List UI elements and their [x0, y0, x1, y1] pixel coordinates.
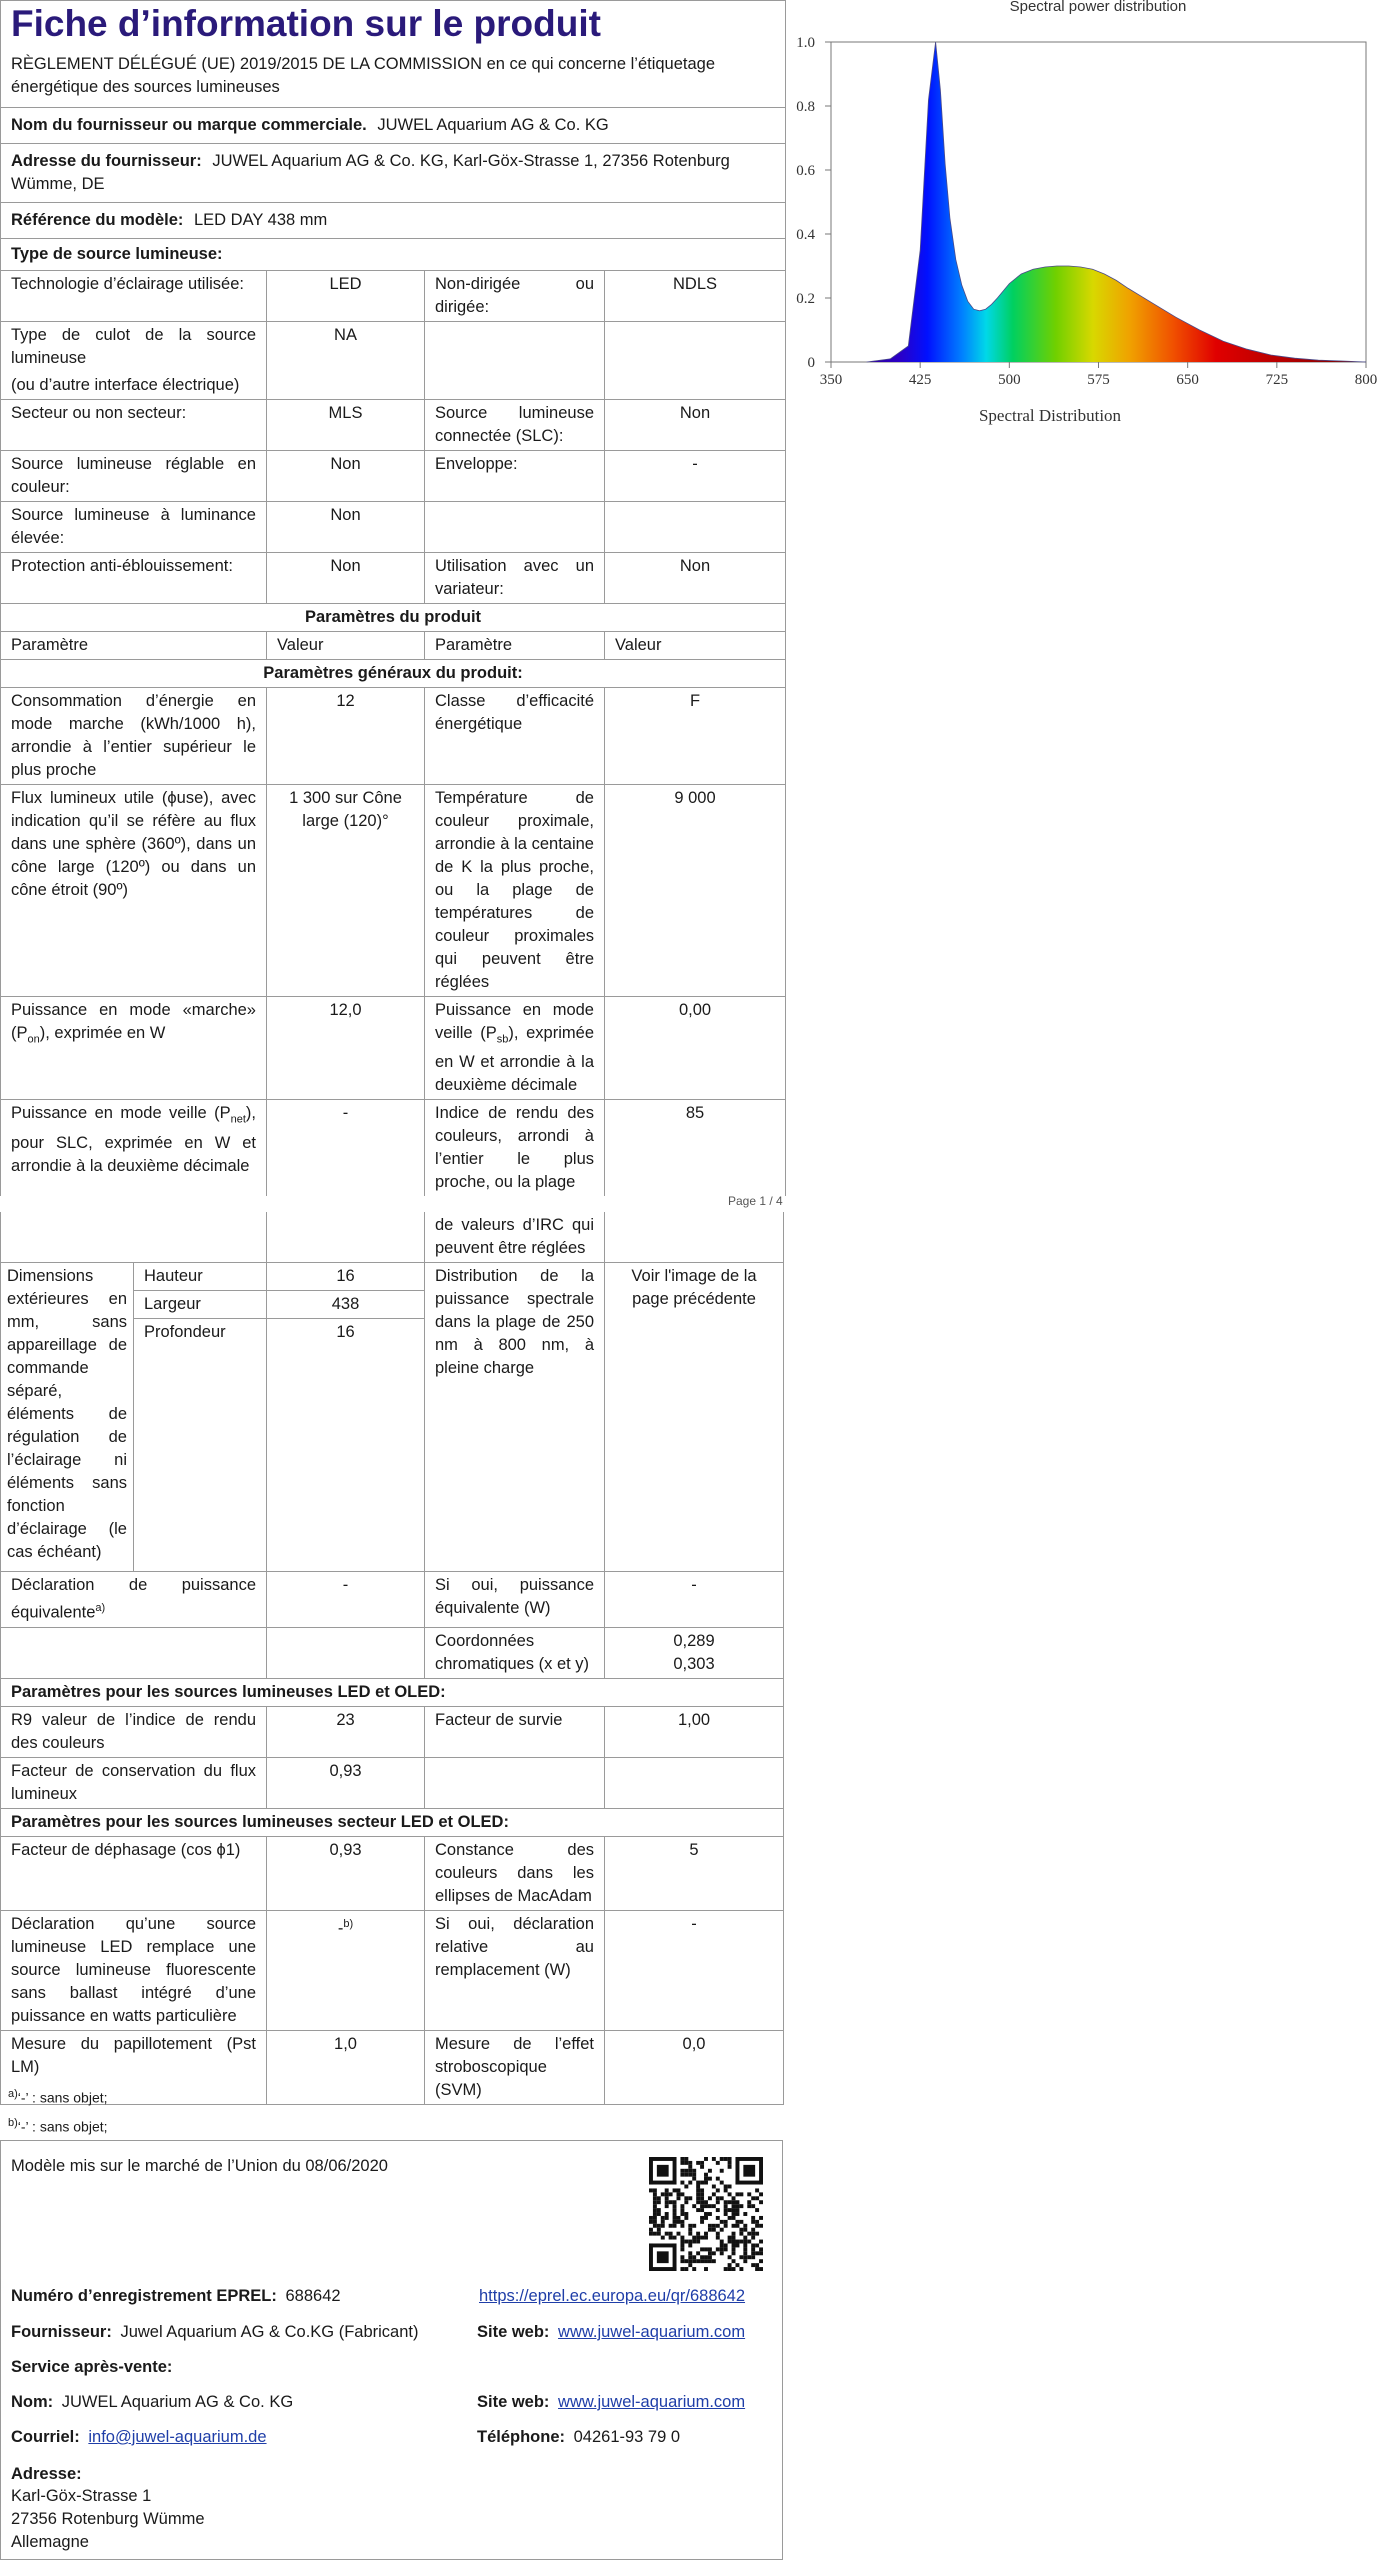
value-cell: 5 — [605, 1836, 784, 1910]
source-type-heading: Type de source lumineuse: — [11, 245, 223, 263]
product-info-table-continued — [0, 1212, 784, 2105]
eprel-number: Numéro d’enregistrement EPREL: 688642 — [11, 2287, 341, 2305]
dimension-name: Largeur — [134, 1291, 267, 1319]
chroma-y: 0,303 — [673, 1654, 715, 1673]
value-cell — [605, 1757, 784, 1808]
param-cell: Flux lumineux utile (ϕuse), avec indication qu’il se réfère au flux dans une sphère (360º), dans un cône large (120º) ou dans un cône étroit (90º) — [1, 785, 267, 997]
email-link[interactable]: info@juwel-aquarium.de — [88, 2428, 267, 2446]
value-cell: 1,0 — [267, 2030, 425, 2104]
eprel-link[interactable]: https://eprel.ec.europa.eu/qr/688642 — [479, 2287, 746, 2305]
dimensions-label: Dimensions extérieures en mm, sans appareillage de commande séparé, éléments de régulation de l’éclairage ni éléments sans fonction d’éclairage (le cas échéant) — [1, 1263, 134, 1572]
param-cell: Technologie d’éclairage utilisée: — [1, 271, 267, 322]
dimension-name: Profondeur — [134, 1319, 267, 1572]
supplier-line: Fournisseur: Juwel Aquarium AG & Co.KG (Fabricant) — [11, 2323, 419, 2341]
param-cell: de valeurs d’IRC qui peuvent être réglées — [425, 1212, 605, 1263]
led-params-heading: Paramètres pour les sources lumineuses LED et OLED: — [1, 1678, 784, 1706]
value-cell — [605, 502, 786, 553]
x-tick-label: 575 — [1087, 372, 1110, 388]
param-cell — [1, 1627, 267, 1678]
param-cell: Mesure du papillotement (Pst LM) — [1, 2030, 267, 2104]
page-title: Fiche d’information sur le produit — [11, 3, 601, 44]
page-number: Page 1 / 4 — [728, 1194, 783, 1208]
param-cell: Indice de rendu des couleurs, arrondi à l’entier le plus proche, ou la plage — [425, 1100, 605, 1197]
y-tick-label: 0.2 — [796, 291, 815, 307]
regulation-text: RÈGLEMENT DÉLÉGUÉ (UE) 2019/2015 DE LA COMMISSION en ce qui concerne l’étiquetage énergétique des sources lumineuses — [11, 55, 716, 96]
value-cell — [267, 1627, 425, 1678]
param-cell: Puissance en mode veille $(P_{sb})$, exprimée en W et arrondie à la deuxième décimale — [425, 997, 605, 1100]
general-params-heading: Paramètres généraux du produit: — [1, 660, 786, 688]
value-cell: 12,0 — [267, 997, 425, 1100]
value-cell: 9 000 — [605, 785, 786, 997]
param-cell: Puissance en mode «marche» $(P_{on})$, exprimée en W — [1, 997, 267, 1100]
param-cell: Non-dirigée ou dirigée: — [425, 271, 605, 322]
value-cell: - — [605, 1910, 784, 2030]
param-cell: Constance des couleurs dans les ellipses de MacAdam — [425, 1836, 605, 1910]
value-cell: 0,93 — [267, 1836, 425, 1910]
value-cell: MLS — [267, 400, 425, 451]
param-cell: Puissance en mode veille $(P_{net})$, pour SLC, exprimée en W et arrondie à la deuxième décimale — [1, 1100, 267, 1197]
supplier-label: Nom du fournisseur ou marque commerciale. — [11, 116, 367, 134]
param-cell — [1, 1212, 267, 1263]
service-phone: Téléphone: 04261-93 79 0 — [477, 2428, 681, 2446]
param-cell: Température de couleur proximale, arrondie à la centaine de K la plus proche, ou la plage de températures de couleur proximales qui peuvent être réglées — [425, 785, 605, 997]
y-tick-label: 0.8 — [796, 99, 815, 115]
value-cell: 1,00 — [605, 1706, 784, 1757]
website-line: Site web: www.juwel-aquarium.com — [477, 2323, 746, 2341]
service-website-link[interactable]: www.juwel-aquarium.com — [558, 2393, 746, 2411]
service-heading: Service après-vente: — [11, 2358, 173, 2376]
value-cell: Non — [605, 553, 786, 604]
column-header: Valeur — [605, 632, 786, 660]
address-line: 27356 Rotenburg Wümme — [11, 2510, 205, 2528]
dimension-value: 438 — [267, 1291, 425, 1319]
value-cell: 0,93 — [267, 1757, 425, 1808]
param-text: (ou d’autre interface électrique) — [11, 376, 240, 394]
dimension-value: 16 — [267, 1319, 425, 1572]
address-label: Adresse du fournisseur: — [11, 152, 202, 170]
value-cell: Non — [267, 451, 425, 502]
param-cell: Si oui, déclaration relative au remplacement (W) — [425, 1910, 605, 2030]
value-cell: 0,00 — [605, 997, 786, 1100]
y-tick-label: 0.4 — [796, 227, 815, 243]
spectral-chart — [786, 0, 1387, 440]
product-info-table — [0, 0, 786, 1196]
y-tick-label: 0.6 — [796, 163, 815, 179]
column-header: Paramètre — [425, 632, 605, 660]
value-cell: - — [605, 1572, 784, 1628]
model-value: LED DAY 438 mm — [193, 211, 328, 229]
spd-value: Voir l'image de la page précédente — [605, 1263, 784, 1572]
value-cell: - — [605, 451, 786, 502]
model-label: Référence du modèle: — [11, 211, 184, 229]
address-value: JUWEL Aquarium AG & Co. KG, Karl-Göx-Strasse 1, 27356 Rotenburg Wümme, DE — [11, 152, 730, 193]
param-cell — [425, 502, 605, 553]
param-cell: Classe d’efficacité énergétique — [425, 688, 605, 785]
param-cell: Facteur de déphasage (cos ϕ1) — [1, 1836, 267, 1910]
value-cell: F — [605, 688, 786, 785]
param-cell — [425, 1757, 605, 1808]
address-heading: Adresse: — [11, 2465, 82, 2483]
value-cell — [605, 1627, 784, 1678]
param-cell: Protection anti-éblouissement: — [1, 553, 267, 604]
dimension-value: 16 — [267, 1263, 425, 1291]
x-tick-label: 725 — [1265, 372, 1289, 388]
value-cell: - — [267, 1572, 425, 1628]
service-website: Site web: www.juwel-aquarium.com — [477, 2393, 746, 2411]
value-cell — [605, 1212, 784, 1263]
x-tick-label: 800 — [1354, 372, 1378, 388]
spd-label: Distribution de la puissance spectrale dans la plage de 250 nm à 800 nm, à pleine charge — [425, 1263, 605, 1572]
mains-params-heading: Paramètres pour les sources lumineuses secteur LED et OLED: — [1, 1808, 784, 1836]
param-text: Type de culot de la source lumineuse — [11, 326, 256, 367]
param-cell: Source lumineuse à luminance élevée: — [1, 502, 267, 553]
value-cell — [267, 1212, 425, 1263]
address-line: Allemagne — [11, 2533, 89, 2551]
value-cell: 1 300 sur Cône large (120)° — [267, 785, 425, 997]
service-email: Courriel: info@juwel-aquarium.de — [11, 2428, 267, 2446]
value-cell: NDLS — [605, 271, 786, 322]
spectral-chart-svg — [786, 0, 1387, 440]
chart-title: Spectral power distribution — [1009, 0, 1187, 15]
column-header: Valeur — [267, 632, 425, 660]
page-1 — [0, 0, 785, 1196]
spectrum-area — [867, 42, 1366, 362]
param-cell: Déclaration de puissance équivalente$^{a)}$ — [1, 1572, 267, 1628]
param-cell — [1, 322, 267, 400]
value-cell: 12 — [267, 688, 425, 785]
column-header: Paramètre — [1, 632, 267, 660]
param-cell: Consommation d’énergie en mode marche (kWh/1000 h), arrondie à l’entier supérieur le plus proche — [1, 688, 267, 785]
x-tick-label: 500 — [998, 372, 1021, 388]
footnote-a: $^{a)}$‘-’ : sans objet; — [8, 2088, 108, 2106]
dimension-name: Hauteur — [134, 1263, 267, 1291]
x-axis — [820, 362, 1378, 388]
website-link[interactable]: www.juwel-aquarium.com — [558, 2323, 746, 2341]
param-cell: Source lumineuse réglable en couleur: — [1, 451, 267, 502]
value-cell: - — [267, 1100, 425, 1197]
param-cell: Coordonnées chromatiques (x et y) — [425, 1627, 605, 1678]
chart-xlabel: Spectral Distribution — [978, 406, 1122, 425]
market-date: Modèle mis sur le marché de l’Union du 08/06/2020 — [11, 2157, 388, 2175]
qr-code — [649, 2157, 763, 2271]
param-cell: Source lumineuse connectée (SLC): — [425, 400, 605, 451]
y-axis — [796, 35, 831, 371]
service-name: Nom: JUWEL Aquarium AG & Co. KG — [11, 2393, 294, 2411]
value-cell: LED — [267, 271, 425, 322]
x-tick-label: 650 — [1176, 372, 1199, 388]
params-heading: Paramètres du produit — [1, 604, 786, 632]
param-cell: Déclaration qu’une source lumineuse LED remplace une source lumineuse fluorescente sans ballast intégré d’une puissance en watts particulière — [1, 1910, 267, 2030]
chroma-x: 0,289 — [673, 1631, 715, 1650]
footnote-b: $^{b)}$‘-’ : sans objet; — [8, 2117, 108, 2135]
param-cell — [425, 322, 605, 400]
page-2 — [0, 1212, 785, 2105]
y-tick-label: 1.0 — [796, 35, 815, 51]
value-cell: Non — [267, 553, 425, 604]
value-cell: -$^{b)}$ — [267, 1910, 425, 2030]
supplier-value: JUWEL Aquarium AG & Co. KG — [377, 116, 609, 134]
value-cell — [605, 322, 786, 400]
param-cell: Mesure de l’effet stroboscopique (SVM) — [425, 2030, 605, 2104]
eprel-info-box — [0, 2140, 783, 2560]
value-cell: 23 — [267, 1706, 425, 1757]
value-cell: 0,0 — [605, 2030, 784, 2104]
value-cell: Non — [267, 502, 425, 553]
param-cell: Utilisation avec un variateur: — [425, 553, 605, 604]
value-cell: Non — [605, 400, 786, 451]
value-cell: 85 — [605, 1100, 786, 1197]
param-cell: R9 valeur de l’indice de rendu des couleurs — [1, 1706, 267, 1757]
y-tick-label: 0 — [807, 355, 815, 371]
param-cell: Enveloppe: — [425, 451, 605, 502]
address-line: Karl-Göx-Strasse 1 — [11, 2487, 152, 2505]
param-cell: Facteur de survie — [425, 1706, 605, 1757]
param-cell: Facteur de conservation du flux lumineux — [1, 1757, 267, 1808]
x-tick-label: 425 — [908, 372, 932, 388]
param-cell: Si oui, puissance équivalente (W) — [425, 1572, 605, 1628]
x-tick-label: 350 — [819, 372, 843, 388]
value-cell: NA — [267, 322, 425, 400]
param-cell: Secteur ou non secteur: — [1, 400, 267, 451]
